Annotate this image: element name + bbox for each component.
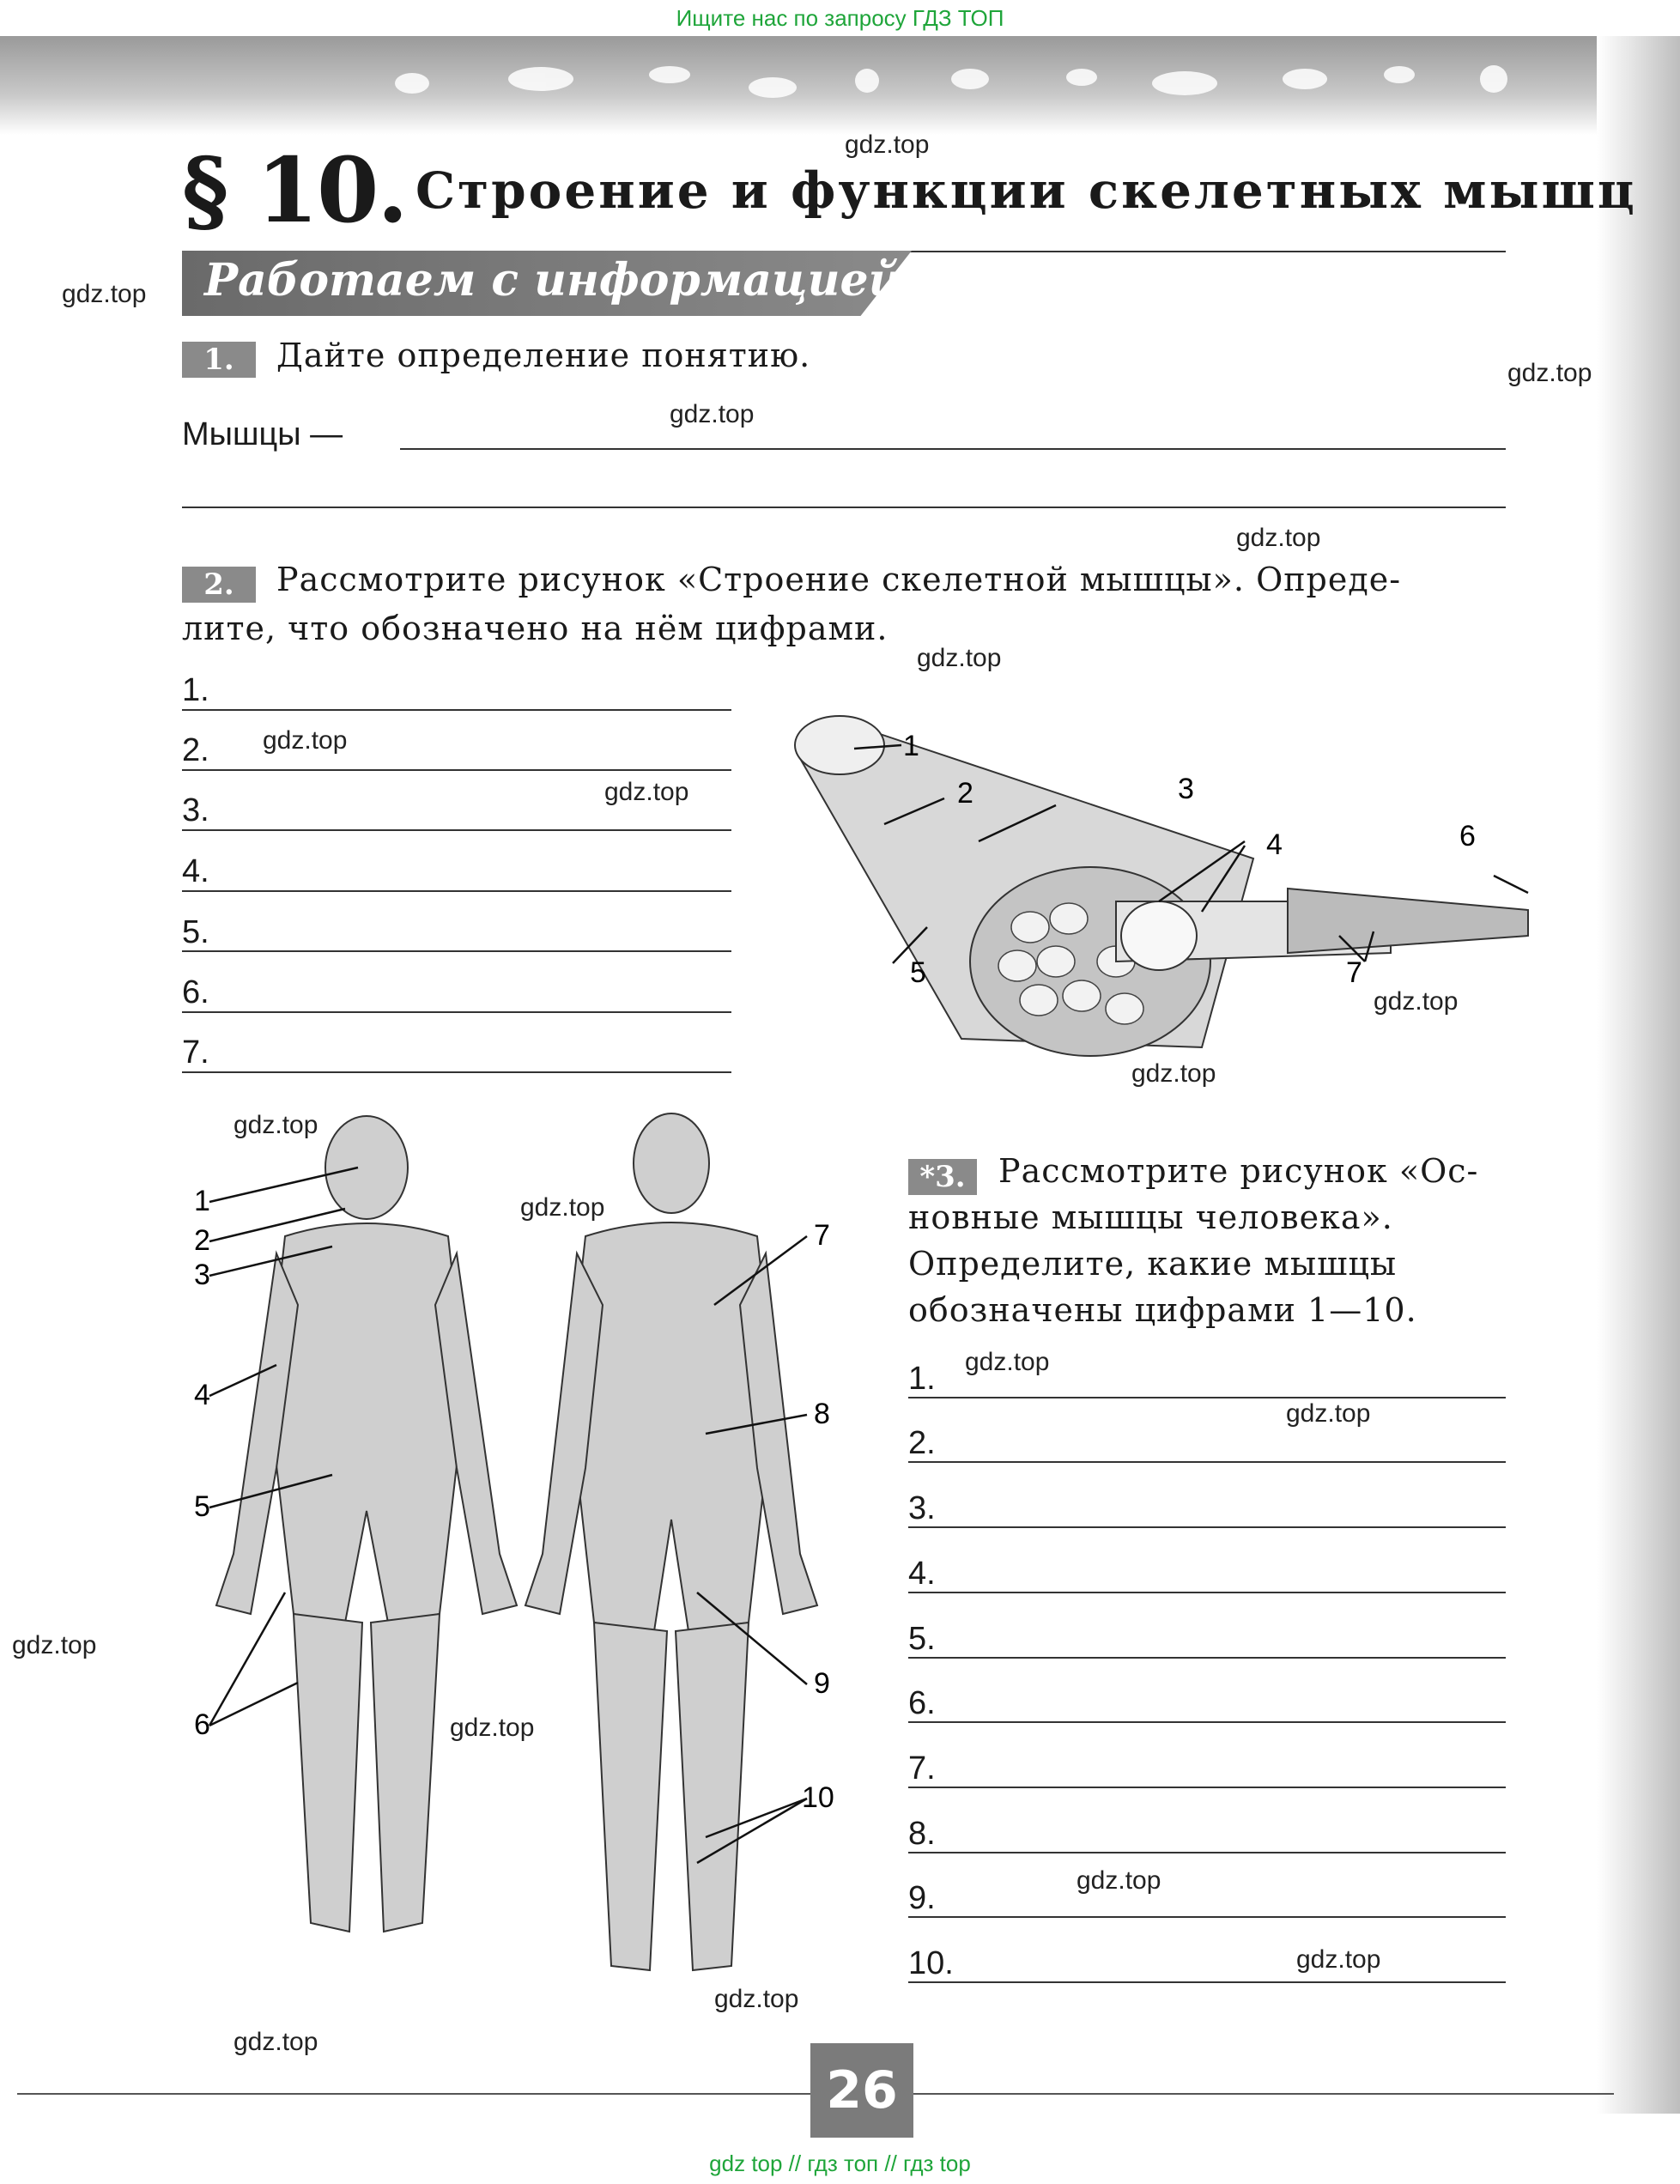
body-label-10: 10 (802, 1781, 834, 1814)
answer-line[interactable] (182, 769, 731, 771)
watermark: gdz.top (520, 1193, 605, 1222)
page-title: Строение и функции скелетных мышц (415, 161, 1637, 220)
body-label-9: 9 (814, 1667, 830, 1700)
decorative-animal-band (0, 36, 1680, 135)
back-left-leg (594, 1623, 667, 1970)
paragraph-number: § 10. (182, 137, 407, 243)
task1-number: 1. (182, 342, 256, 378)
answer-line[interactable] (908, 1526, 1506, 1528)
answer-line[interactable] (908, 1916, 1506, 1918)
body-label-6: 6 (194, 1708, 210, 1741)
muscle-label-3: 3 (1178, 773, 1194, 805)
watermark: gdz.top (1286, 1399, 1371, 1428)
answer-line[interactable] (908, 1657, 1506, 1659)
page-spine-shadow (1597, 36, 1680, 2114)
watermark: gdz.top (1131, 1059, 1216, 1088)
watermark: gdz.top (263, 726, 348, 755)
task1-prompt: Дайте определение понятию. (276, 337, 811, 374)
front-right-leg (371, 1614, 440, 1932)
watermark: gdz.top (234, 2028, 318, 2056)
task2-prompt-line2: лите, что обозначено на нём цифрами. (182, 610, 889, 647)
list-item: 10. (908, 1945, 954, 1981)
page-number: 26 (810, 2043, 913, 2138)
watermark: gdz.top (1507, 359, 1592, 387)
body-label-4: 4 (194, 1379, 210, 1411)
list-item: 4. (182, 853, 209, 889)
front-left-leg (294, 1614, 362, 1932)
footer-links[interactable]: gdz top // гдз топ // гдз top (709, 2151, 971, 2176)
section-banner-text: Работаем с информацией (204, 254, 901, 306)
answer-line[interactable] (908, 1461, 1506, 1463)
watermark: gdz.top (234, 1111, 318, 1139)
list-item: 5. (908, 1621, 936, 1657)
muscle-label-6: 6 (1459, 820, 1476, 852)
watermark: gdz.top (1296, 1945, 1381, 1974)
muscle-label-1: 1 (903, 730, 919, 762)
answer-line[interactable] (908, 1981, 1506, 1983)
body-label-2: 2 (194, 1224, 210, 1257)
watermark: gdz.top (917, 644, 1002, 672)
top-banner[interactable]: Ищите нас по запросу ГДЗ ТОП (676, 5, 1004, 31)
front-head (325, 1116, 408, 1219)
answer-line[interactable] (182, 1011, 731, 1013)
watermark: gdz.top (965, 1348, 1050, 1376)
watermark: gdz.top (450, 1714, 535, 1742)
tendon-end (795, 716, 884, 774)
task1-answer-line[interactable] (182, 507, 1506, 508)
watermark: gdz.top (714, 1985, 799, 2013)
muscle-label-2: 2 (957, 777, 973, 810)
list-item: 3. (908, 1490, 936, 1526)
list-item: 2. (908, 1425, 936, 1461)
answer-line[interactable] (182, 829, 731, 831)
body-label-1: 1 (194, 1185, 210, 1217)
task3-prompt-line3: Определите, какие мышцы (908, 1245, 1398, 1283)
list-item: 7. (908, 1750, 936, 1787)
answer-line[interactable] (908, 1397, 1506, 1398)
task1-answer-line[interactable] (400, 448, 1506, 450)
task2-number: 2. (182, 567, 256, 603)
task3-number: *3. (908, 1159, 977, 1195)
muscle-label-5: 5 (910, 956, 926, 989)
back-right-leg (676, 1623, 749, 1970)
watermark: gdz.top (1077, 1866, 1161, 1895)
list-item: 6. (908, 1685, 936, 1721)
body-label-5: 5 (194, 1490, 210, 1523)
list-item: 2. (182, 732, 209, 768)
task2-prompt-line1: Рассмотрите рисунок «Строение скелетной мышцы». Опреде- (276, 561, 1402, 598)
body-label-3: 3 (194, 1259, 210, 1291)
list-item: 1. (908, 1361, 936, 1397)
answer-line[interactable] (908, 1592, 1506, 1593)
human-muscles-figure (182, 1107, 877, 1992)
answer-line[interactable] (908, 1852, 1506, 1853)
front-torso (268, 1223, 465, 1623)
list-item: 8. (908, 1816, 936, 1852)
list-item: 5. (182, 914, 209, 950)
list-item: 1. (182, 672, 209, 708)
list-item: 4. (908, 1556, 936, 1592)
answer-line[interactable] (908, 1721, 1506, 1723)
task3-prompt-line4: обозначены цифрами 1—10. (908, 1291, 1417, 1329)
list-item: 7. (182, 1034, 209, 1071)
list-item: 6. (182, 974, 209, 1010)
body-label-7: 7 (814, 1219, 830, 1252)
watermark: gdz.top (845, 130, 930, 159)
list-item: 9. (908, 1880, 936, 1916)
list-item: 3. (182, 792, 209, 828)
body-label-8: 8 (814, 1398, 830, 1430)
answer-line[interactable] (182, 709, 731, 711)
watermark: gdz.top (604, 778, 689, 806)
task3-prompt-line2: новные мышцы человека». (908, 1198, 1393, 1236)
answer-line[interactable] (908, 1787, 1506, 1788)
back-head (634, 1113, 709, 1213)
task3-prompt-line1: Рассмотрите рисунок «Ос- (998, 1152, 1479, 1190)
watermark: gdz.top (1374, 987, 1459, 1016)
watermark: gdz.top (12, 1631, 97, 1659)
answer-line[interactable] (182, 950, 731, 952)
watermark: gdz.top (670, 400, 755, 428)
watermark: gdz.top (62, 280, 147, 308)
animal-silhouettes-icon (0, 36, 1680, 135)
muscle-label-7: 7 (1346, 956, 1362, 989)
muscle-label-4: 4 (1266, 828, 1283, 861)
myofibril (1288, 889, 1528, 953)
answer-line[interactable] (182, 1071, 731, 1073)
watermark: gdz.top (1236, 524, 1321, 552)
task1-term: Мышцы — (182, 416, 343, 452)
answer-line[interactable] (182, 890, 731, 892)
